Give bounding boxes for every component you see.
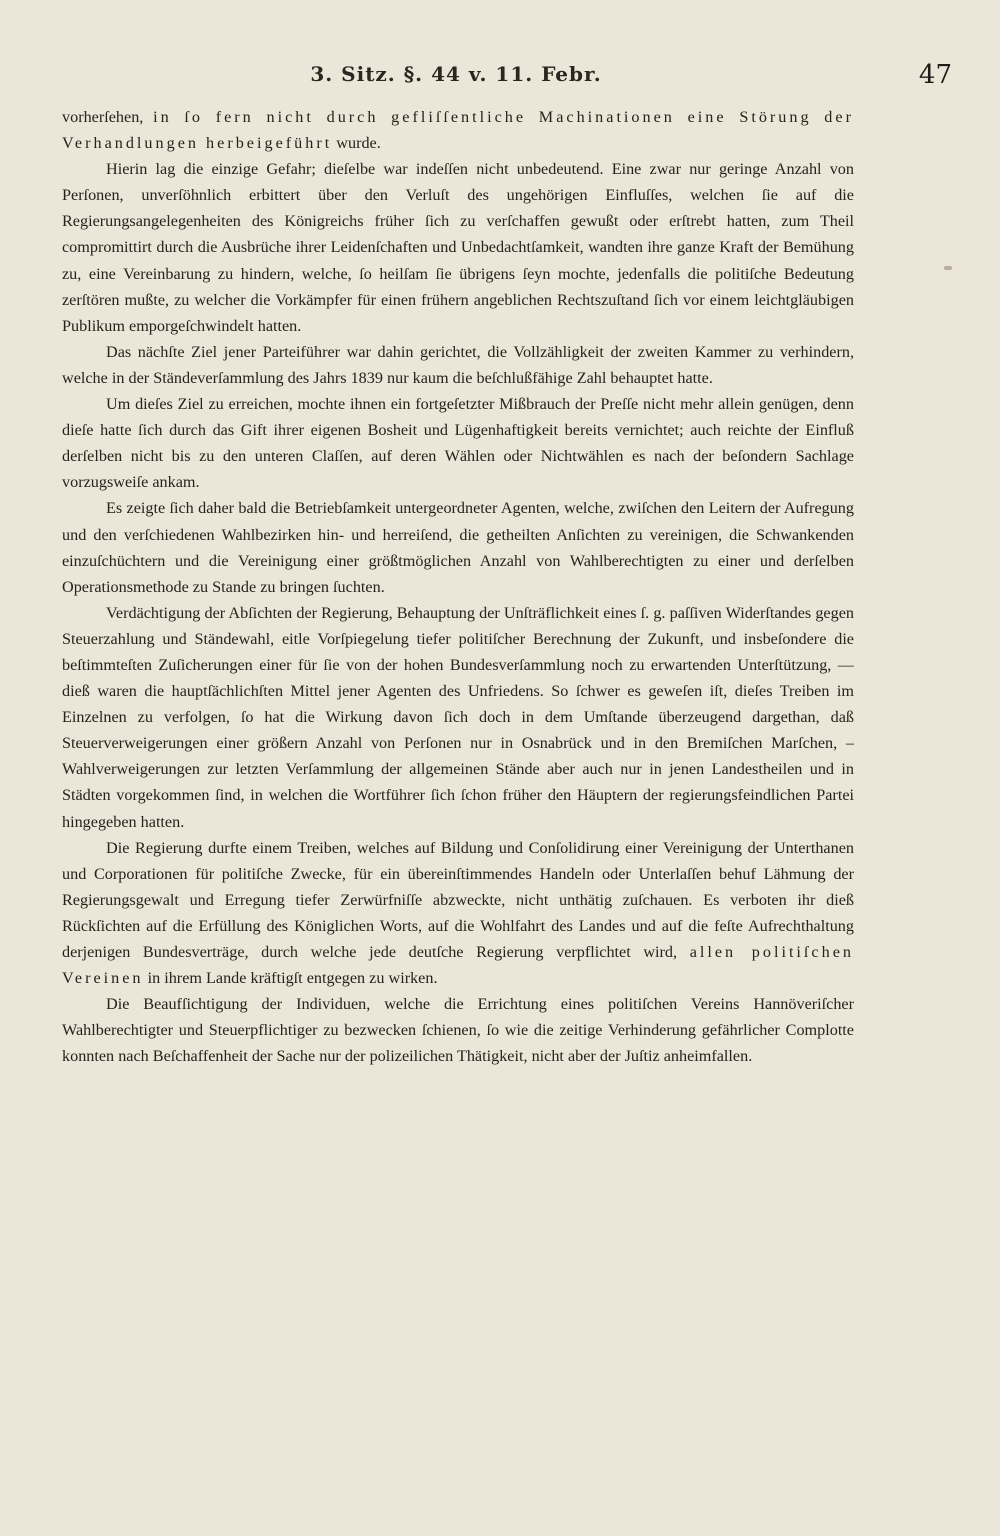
page-header	[60, 60, 952, 98]
body-text	[62, 104, 854, 1069]
page-number: 47	[918, 60, 952, 90]
paragraph: Die Beaufſichtigung der Individuen, welche die Errichtung eines politiſchen Vereins Hannöveriſcher Wahlberechtigter und Steuerpflichtiger zu bezwecken ſchienen, ſo wie die zeitige Verhinderung gefährlicher Complotte konnten nach Beſchaffenheit der Sache nur der polizeilichen Thätigkeit, nicht aber der Juſtiz anheimfallen.	[62, 995, 854, 1066]
margin-mark	[944, 266, 952, 270]
paragraph: Das nächſte Ziel jener Parteiführer war dahin gerichtet, die Vollzähligkeit der zweiten Kammer zu verhindern, welche in der Ständeverſammlung des Jahrs 1839 nur kaum die beſchlußfähige Zahl behauptet hatte.	[62, 342, 854, 387]
paragraph: Hierin lag die einzige Gefahr; dieſelbe war indeſſen nicht unbedeutend. Eine zwar nur geringe Anzahl von Perſonen, unverſöhnlich erbittert über den Verluſt des ungehörigen Einfluſſes, welchen ſie auf die Regierungsangelegenheiten des Königreichs früher ſich zu verſchaffen gewußt oder erſtrebt hatten, zum Theil compromittirt durch die Ausbrüche ihrer Leidenſchaften und Unbedachtſamkeit, wandten ihre ganze Kraft der Bemühung zu, eine Vereinbarung zu hindern, welche, ſo heilſam ſie übrigens ſeyn mochte, jedenfalls die politiſche Bedeutung zerſtören mußte, zu welcher die Vorkämpfer für einen frühern angeblichen Rechtszuſtand ſich vor einem leichtgläubigen Publikum emporgeſchwindelt hatten.	[62, 160, 854, 335]
text-run: Die Regierung durfte einem Treiben, welches auf Bildung und Conſolidirung einer Vereinigung der Unterthanen und Corporationen für politiſche Zwecke, für ein übereinſtimmendes Handeln oder Unterlaſſen behuf Lähmung der Regierungsgewalt und Erregung tiefer Zerwürfniſſe abzweckte, nicht unthätig zuſchauen. Es verboten ihr dieß Rückſichten auf die Erfüllung des Königlichen Worts, auf die Wohlfahrt des Landes und auf die feſte Aufrechthaltung derjenigen Bundesverträge, durch welche jede deutſche Regierung verpflichtet wird,	[62, 838, 854, 961]
paragraph	[62, 835, 854, 992]
paragraph: Um dieſes Ziel zu erreichen, mochte ihnen ein fortgeſetzter Mißbrauch der Preſſe nicht mehr allein genügen, denn dieſe hatte ſich durch das Gift ihrer eigenen Bosheit und Lügenhaftigkeit bereits vernichtet; auch reichte der Einfluß derſelben nicht bis zu den unteren Claſſen, auf deren Wählen oder Nichtwählen es nach der beſondern Sachlage vorzugsweiſe ankam.	[62, 395, 854, 492]
paragraph-continuation	[62, 104, 854, 156]
text-run: in ihrem Lande kräftigſt entgegen zu wirken.	[143, 969, 438, 988]
running-head: 3. Sitz. §. 44 v. 11. Febr.	[310, 62, 602, 86]
spaced-text-run: allen politiſchen Vereinen	[62, 943, 854, 988]
text-run: vorherſehen,	[62, 108, 154, 126]
text-run: wurde.	[332, 134, 381, 153]
spaced-text-run: in ſo fern nicht durch gefliſſentliche Machinationen eine Störung der Verhandlungen herbeigeführt	[62, 108, 854, 153]
paragraph: Verdächtigung der Abſichten der Regierung, Behauptung der Unſträflichkeit eines ſ. g. paſſiven Widerſtandes gegen Steuerzahlung und Ständewahl, eitle Vorſpiegelung tiefer politiſcher Berechnung der Zukunft, und insbeſondere die beſtimmteſten Zuſicherungen einer für ſie von der hohen Bundesverſammlung noch zu erwartenden Unterſtützung, — dieß waren die hauptſächlichſten Mittel jener Agenten des Unfriedens. So ſchwer es geweſen iſt, dieſes Treiben im Einzelnen zu verfolgen, ſo hat die Wirkung davon ſich doch in dem Umſtande überzeugend dargethan, daß Steuerverweigerungen einer größern Anzahl von Perſonen nur in Osnabrück und in den Bremiſchen Marſchen, – Wahlverweigerungen zur letzten Verſammlung der allgemeinen Stände aber auch nur in jenen Landestheilen und in Städten vorgekommen ſind, in welchen die Wortführer ſich ſchon früher den Häuptern der regierungsfeindlichen Partei hingegeben hatten.	[62, 603, 854, 831]
paragraph: Es zeigte ſich daher bald die Betriebſamkeit untergeordneter Agenten, welche, zwiſchen den Leitern der Aufregung und den verſchiedenen Wahlbezirken hin- und herreiſend, die getheilten Anſichten zu vereinigen, die Schwankenden einzuſchüchtern und die Vereinigung einer größtmöglichen Anzahl von Wahlberechtigten zu einer und derſelben Operationsmethode zu Stande zu bringen ſuchten.	[62, 499, 854, 596]
